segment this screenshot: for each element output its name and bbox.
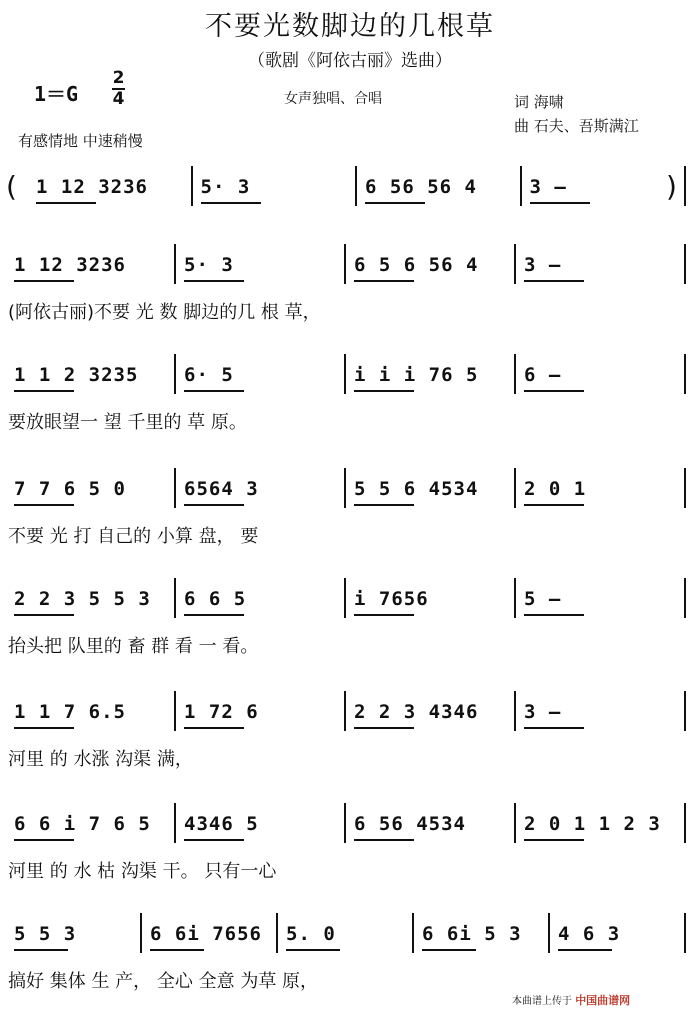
measure: 1 1 7 6.5 bbox=[14, 701, 126, 723]
underline-beam bbox=[184, 727, 244, 729]
footer-watermark bbox=[512, 992, 630, 1008]
barline bbox=[174, 803, 176, 843]
measure: 3 – bbox=[524, 254, 562, 276]
underline-beam bbox=[524, 839, 584, 841]
underline-beam bbox=[524, 280, 584, 282]
measure: 5. 0 bbox=[286, 923, 336, 945]
measure: 6564 3 bbox=[184, 478, 259, 500]
barline bbox=[344, 691, 346, 731]
paren-open: ( bbox=[6, 170, 17, 203]
underline-beam bbox=[354, 504, 414, 506]
measure: 5 5 3 bbox=[14, 923, 77, 945]
footer-text: 本曲谱上传于 bbox=[512, 996, 572, 1007]
underline-beam bbox=[184, 614, 244, 616]
song-subtitle: （歌剧《阿依古丽》选曲） bbox=[248, 51, 452, 71]
measure: 1 72 6 bbox=[184, 701, 259, 723]
measure: 7 7 6 5 0 bbox=[14, 478, 126, 500]
underline-beam bbox=[201, 202, 261, 204]
lyric-line bbox=[0, 298, 700, 328]
measure: 1 12 3236 bbox=[36, 176, 148, 198]
lyric-text: 河里 的 水 枯 沟渠 干。 只有一心 bbox=[8, 861, 277, 882]
underline-beam bbox=[524, 727, 584, 729]
barline bbox=[514, 244, 516, 284]
measure: 6 6 5 bbox=[184, 588, 247, 610]
barline bbox=[174, 578, 176, 618]
measure: 5· 3 bbox=[200, 176, 251, 198]
underline-beam bbox=[14, 839, 74, 841]
measure: 5· 3 bbox=[184, 254, 234, 276]
measure: 2 0 1 bbox=[524, 478, 587, 500]
lyric-text: 抬头把 队里的 畜 群 看 一 看。 bbox=[8, 636, 259, 657]
measure: 2 2 3 5 5 3 bbox=[14, 588, 151, 610]
lyricist: 词 海啸 bbox=[514, 93, 564, 111]
underline-beam bbox=[422, 949, 476, 951]
underline-beam bbox=[354, 280, 414, 282]
barline bbox=[344, 354, 346, 394]
measure: 6 56 56 4 bbox=[365, 176, 477, 198]
barline bbox=[344, 803, 346, 843]
notation-row bbox=[0, 907, 700, 957]
notation-row bbox=[0, 160, 700, 210]
barline bbox=[684, 166, 686, 206]
underline-beam bbox=[36, 202, 96, 204]
underline-beam bbox=[354, 614, 414, 616]
notation-row bbox=[0, 462, 700, 512]
time-signature-top: 2 bbox=[112, 68, 125, 88]
underline-beam bbox=[354, 839, 414, 841]
barline bbox=[548, 913, 550, 953]
underline-beam bbox=[530, 202, 590, 204]
barline bbox=[520, 166, 522, 206]
notation-row bbox=[0, 238, 700, 288]
measure: 6· 5 bbox=[184, 364, 234, 386]
barline bbox=[514, 803, 516, 843]
barline bbox=[412, 913, 414, 953]
underline-beam bbox=[184, 280, 244, 282]
underline-beam bbox=[14, 504, 74, 506]
measure: 6 6i 7656 bbox=[150, 923, 262, 945]
underline-beam bbox=[524, 504, 584, 506]
underline-beam bbox=[14, 614, 74, 616]
lyric-line bbox=[0, 522, 700, 552]
barline bbox=[344, 244, 346, 284]
underline-beam bbox=[354, 727, 414, 729]
barline bbox=[684, 244, 686, 284]
barline bbox=[514, 578, 516, 618]
measure: 2 2 3 4346 bbox=[354, 701, 479, 723]
measure: 1 1 2 3235 bbox=[14, 364, 139, 386]
notation-row bbox=[0, 797, 700, 847]
lyric-text: 不要 光 打 自己的 小算 盘， 要 bbox=[8, 526, 259, 547]
performance-type: 女声独唱、合唱 bbox=[284, 91, 382, 107]
barline bbox=[684, 468, 686, 508]
time-signature bbox=[112, 70, 125, 108]
measure: i 7656 bbox=[354, 588, 429, 610]
lyric-line bbox=[0, 632, 700, 662]
underline-beam bbox=[184, 390, 244, 392]
barline bbox=[684, 691, 686, 731]
underline-beam bbox=[150, 949, 204, 951]
measure: 5 – bbox=[524, 588, 562, 610]
barline bbox=[514, 691, 516, 731]
measure: 2 0 1 1 2 3 bbox=[524, 813, 661, 835]
lyric-text: 搞好 集体 生 产， 全心 全意 为草 原， bbox=[8, 971, 319, 992]
barline bbox=[174, 244, 176, 284]
underline-beam bbox=[14, 280, 74, 282]
barline bbox=[344, 468, 346, 508]
underline-beam bbox=[286, 949, 340, 951]
barline bbox=[684, 803, 686, 843]
barline bbox=[514, 354, 516, 394]
underline-beam bbox=[354, 390, 414, 392]
barline bbox=[344, 578, 346, 618]
lyric-line bbox=[0, 857, 700, 887]
measure: 6 6 i 7 6 5 bbox=[14, 813, 151, 835]
barline bbox=[174, 354, 176, 394]
lyric-text: (阿依古丽)不要 光 数 脚边的几 根 草， bbox=[8, 302, 321, 323]
measure: 6 5 6 56 4 bbox=[354, 254, 479, 276]
barline bbox=[684, 913, 686, 953]
key-signature: 1＝G bbox=[34, 82, 79, 106]
notation-row bbox=[0, 572, 700, 622]
measure: 4 6 3 bbox=[558, 923, 621, 945]
underline-beam bbox=[184, 504, 244, 506]
measure: 6 56 4534 bbox=[354, 813, 466, 835]
measure: 1 12 3236 bbox=[14, 254, 126, 276]
barline bbox=[684, 354, 686, 394]
underline-beam bbox=[524, 390, 584, 392]
measure: 4346 5 bbox=[184, 813, 259, 835]
barline bbox=[174, 691, 176, 731]
measure: 6 – bbox=[524, 364, 562, 386]
barline bbox=[140, 913, 142, 953]
barline bbox=[276, 913, 278, 953]
underline-beam bbox=[14, 390, 74, 392]
underline-beam bbox=[14, 949, 68, 951]
measure: 6 6i 5 3 bbox=[422, 923, 522, 945]
measure: 3 – bbox=[529, 176, 567, 198]
notation-row bbox=[0, 348, 700, 398]
paren-close: ) bbox=[666, 170, 677, 203]
composer: 曲 石夫、吾斯满江 bbox=[514, 117, 639, 135]
underline-beam bbox=[184, 839, 244, 841]
lyric-line bbox=[0, 745, 700, 775]
measure: i i i 76 5 bbox=[354, 364, 479, 386]
notation-row bbox=[0, 685, 700, 735]
song-title: 不要光数脚边的几根草 bbox=[205, 11, 495, 42]
lyric-text: 河里 的 水涨 沟渠 满， bbox=[8, 749, 193, 770]
underline-beam bbox=[558, 949, 612, 951]
measure: 5 5 6 4534 bbox=[354, 478, 479, 500]
barline bbox=[514, 468, 516, 508]
tempo-marking: 有感情地 中速稍慢 bbox=[18, 132, 143, 150]
credits bbox=[514, 90, 639, 138]
underline-beam bbox=[524, 614, 584, 616]
footer-site-logo: 中国曲谱网 bbox=[575, 994, 631, 1007]
lyric-line bbox=[0, 408, 700, 438]
barline bbox=[191, 166, 193, 206]
underline-beam bbox=[14, 727, 74, 729]
measure: 3 – bbox=[524, 701, 562, 723]
time-signature-bottom: 4 bbox=[112, 89, 125, 109]
underline-beam bbox=[365, 202, 425, 204]
barline bbox=[174, 468, 176, 508]
barline bbox=[355, 166, 357, 206]
lyric-text: 要放眼望一 望 千里的 草 原。 bbox=[8, 412, 247, 433]
barline bbox=[684, 578, 686, 618]
